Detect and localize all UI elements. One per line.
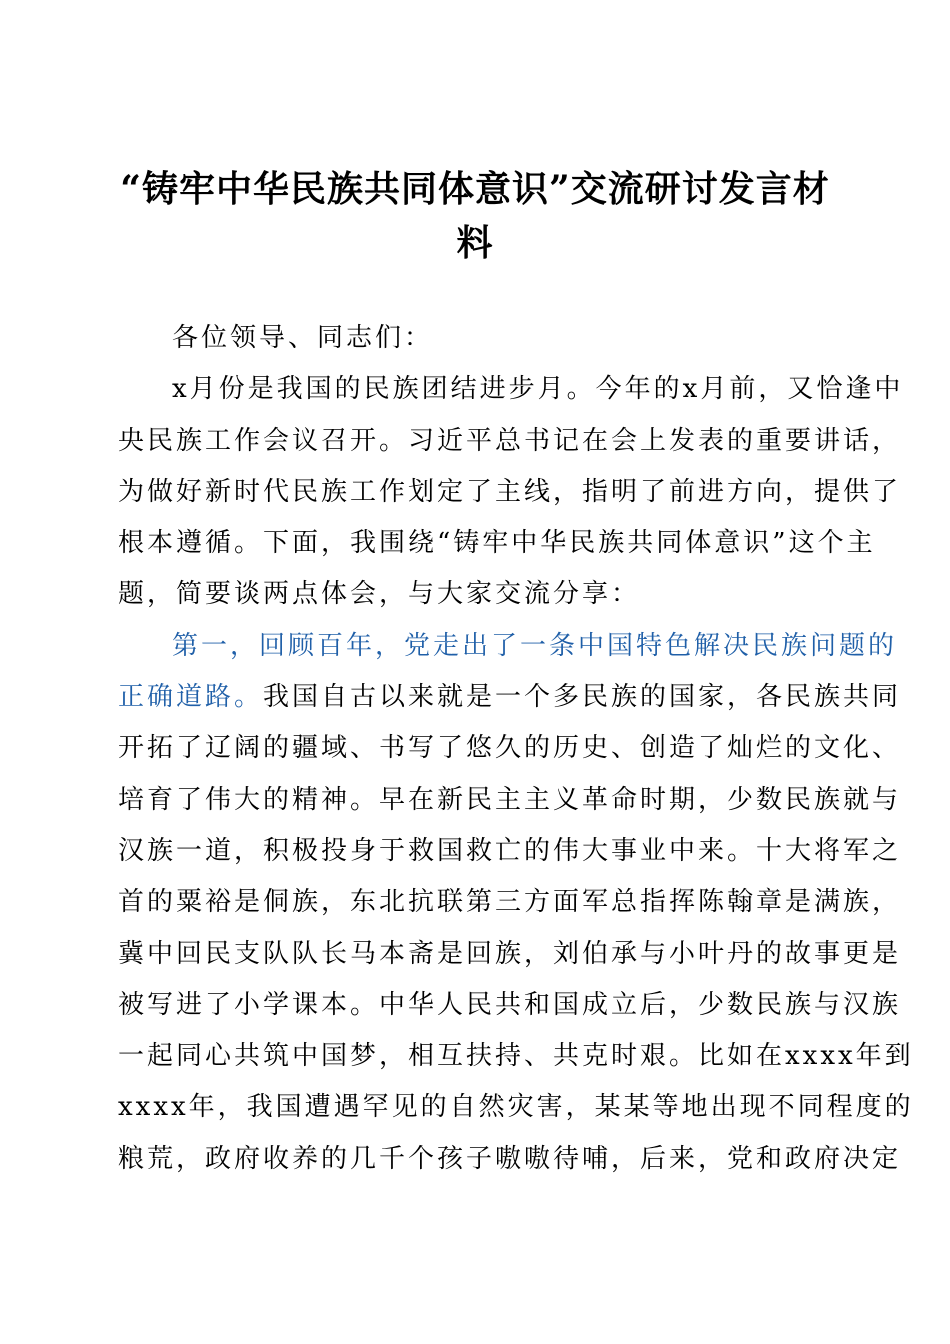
section-line: 粮荒，政府收养的几千个孩子嗷嗷待哺，后来，党和政府决定: [118, 1143, 902, 1174]
section-text: 我国自古以来就是一个多民族的国家，各民族共同: [263, 682, 902, 713]
section-line: xxxx年，我国遭遇罕见的自然灾害，某某等地出现不同程度的: [118, 1092, 914, 1123]
section-heading: 第一，回顾百年，党走出了一条中国特色解决民族问题的: [172, 630, 898, 661]
intro-line: 央民族工作会议召开。习近平总书记在会上发表的重要讲话，: [118, 425, 902, 456]
intro-line: 根本遵循。下面，我围绕“铸牢中华民族共同体意识”这个主: [118, 528, 876, 559]
section-line: [118, 672, 902, 723]
section-line: 冀中回民支队队长马本斋是回族，刘伯承与小叶丹的故事更是: [118, 938, 902, 969]
section-heading-end: 正确道路。: [118, 682, 264, 713]
document-title: “铸牢中华民族共同体意识”交流研讨发言材料: [120, 168, 830, 264]
salutation: 各位领导、同志们：: [172, 323, 434, 353]
section-line: 被写进了小学课本。中华人民共和国成立后，少数民族与汉族: [118, 989, 902, 1020]
section-line: 一起同心共筑中国梦，相互扶持、共克时艰。比如在xxxx年到: [118, 1041, 914, 1072]
section-line: 首的粟裕是侗族，东北抗联第三方面军总指挥陈翰章是满族，: [118, 887, 902, 918]
intro-line: 题，简要谈两点体会，与大家交流分享：: [118, 579, 641, 610]
document-body: [118, 313, 914, 1185]
section-line: 培育了伟大的精神。早在新民主主义革命时期，少数民族就与: [118, 784, 902, 815]
section-line: 开拓了辽阔的疆域、书写了悠久的历史、创造了灿烂的文化、: [118, 733, 902, 764]
section-line: 汉族一道，积极投身于救国救亡的伟大事业中来。十大将军之: [118, 835, 902, 866]
intro-line: 为做好新时代民族工作划定了主线，指明了前进方向，提供了: [118, 476, 902, 507]
intro-line: x月份是我国的民族团结进步月。今年的x月前，又恰逢中: [172, 374, 904, 405]
